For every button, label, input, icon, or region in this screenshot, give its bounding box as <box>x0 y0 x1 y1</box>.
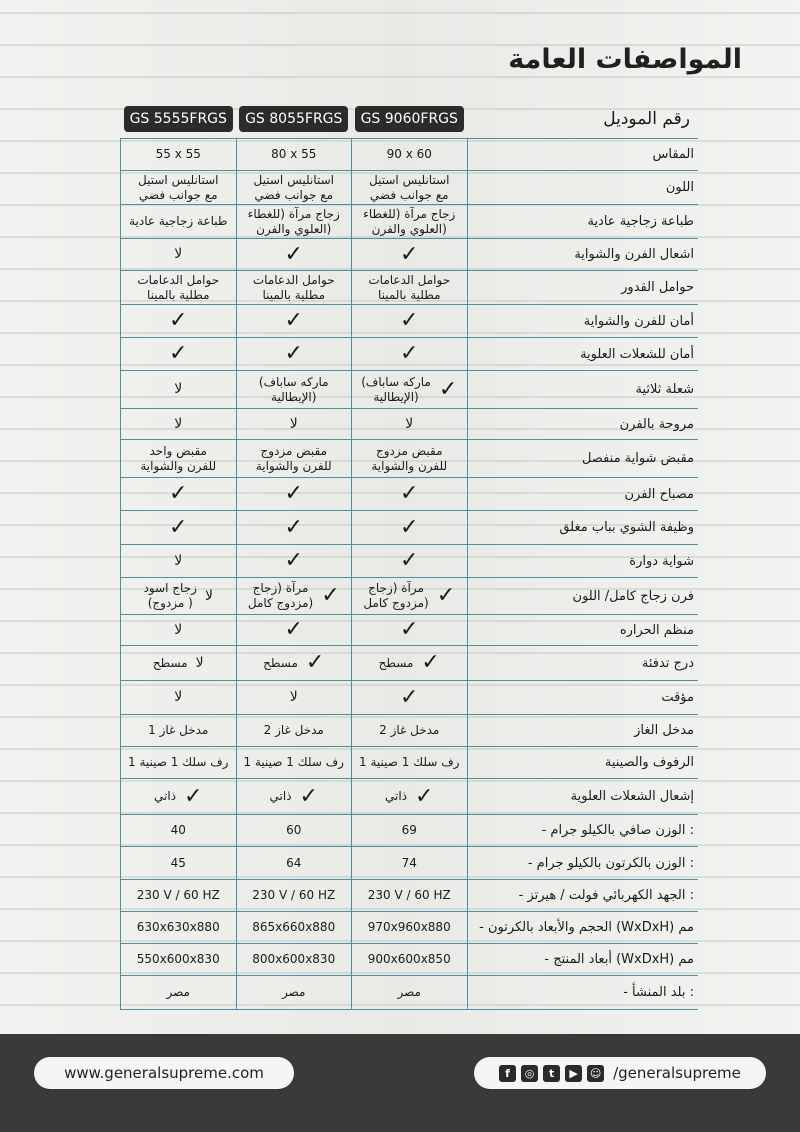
spec-label: مؤقت <box>467 681 698 715</box>
table-cell <box>236 338 352 371</box>
table-cell <box>236 305 352 338</box>
cell-text: طباعة زجاجية عادية <box>129 214 228 228</box>
table-cell <box>121 715 237 747</box>
table-row <box>121 171 699 205</box>
cell-text: مقبض واحد للفرن والشواية <box>140 443 217 473</box>
check-icon: ✓ <box>400 241 419 267</box>
table-cell <box>121 779 237 815</box>
table-cell <box>121 944 237 976</box>
cell-text: 900x600x850 <box>367 952 451 966</box>
table-cell <box>121 578 237 615</box>
youtube-icon[interactable]: ▶ <box>565 1065 582 1082</box>
check-icon: ✓ <box>284 548 303 573</box>
model-label: رقم الموديل <box>603 109 690 129</box>
check-icon: ✓ <box>400 684 419 710</box>
table-cell <box>236 578 352 615</box>
spec-label: منظم الحراره <box>467 615 698 646</box>
check-icon: ✓ <box>400 514 419 540</box>
table-row <box>121 478 699 511</box>
spec-label: المقاس <box>467 139 698 171</box>
snapchat-icon[interactable]: ☺ <box>587 1065 604 1082</box>
twitter-icon[interactable]: t <box>543 1065 560 1082</box>
table-row <box>121 578 699 615</box>
table-row <box>121 338 699 371</box>
table-cell <box>352 615 468 646</box>
table-row <box>121 747 699 779</box>
page-title: المواصفات العامة <box>508 44 742 75</box>
cell-text: استانليس استيل مع جوانب فضي <box>369 172 450 202</box>
table-cell <box>121 747 237 779</box>
cell-text: 69 <box>401 823 417 837</box>
check-icon: ✓ <box>284 341 303 366</box>
cell-text: 74 <box>401 855 417 870</box>
table-cell <box>121 139 237 171</box>
table-cell <box>352 976 468 1010</box>
table-row <box>121 305 699 338</box>
table-cell <box>236 205 352 239</box>
spec-label: مقبض شواية منفصل <box>467 440 698 478</box>
table-cell <box>352 646 468 681</box>
table-row <box>121 139 699 171</box>
table-row <box>121 545 699 578</box>
table-cell <box>121 205 237 239</box>
cell-no: لا <box>204 587 213 604</box>
spec-label: مروحة بالفرن <box>467 409 698 440</box>
table-cell <box>352 815 468 847</box>
table-cell <box>352 371 468 409</box>
check-icon: ✓ <box>299 783 318 809</box>
spec-label: اللون <box>467 171 698 205</box>
spec-label: شعلة ثلاثية <box>467 371 698 409</box>
cell-text: لا <box>174 552 183 569</box>
spec-label: مصباح الفرن <box>467 478 698 511</box>
social-handle: /generalsupreme <box>613 1064 741 1082</box>
check-icon: ✓ <box>284 514 303 540</box>
cell-text: مرآة (زجاج مزدوج كامل) <box>247 581 314 610</box>
cell-text: ذاتي <box>385 789 408 803</box>
table-cell <box>121 171 237 205</box>
cell-text: ذاتي <box>269 789 292 803</box>
table-cell <box>236 171 352 205</box>
table-cell <box>121 615 237 646</box>
cell-text: 630x630x880 <box>136 920 220 934</box>
cell-text: مقبض مزدوج للفرن والشواية <box>255 443 332 473</box>
cell-text: 1 مدخل غاز <box>148 723 209 737</box>
table-cell <box>352 681 468 715</box>
table-row <box>121 440 699 478</box>
table-cell <box>236 815 352 847</box>
facebook-icon[interactable]: f <box>499 1065 516 1082</box>
cell-no: لا <box>195 654 204 671</box>
table-cell <box>236 139 352 171</box>
cell-text: 1 رف سلك 1 صينية <box>128 755 229 769</box>
table-cell <box>236 615 352 646</box>
table-cell <box>236 976 352 1010</box>
table-row <box>121 511 699 545</box>
cell-text: لا <box>174 246 183 262</box>
cell-text: مصر <box>166 985 190 999</box>
spec-label: أمان للشعلات العلوية <box>467 338 698 371</box>
check-icon: ✓ <box>400 308 419 333</box>
website-link[interactable]: www.generalsupreme.com <box>34 1057 294 1089</box>
cell-text: مقبض مزدوج للفرن والشواية <box>371 443 448 473</box>
cell-text: 800x600x830 <box>252 952 336 966</box>
table-cell <box>352 305 468 338</box>
cell-text: زجاج اسود (مزدوج ) <box>143 581 197 610</box>
spec-label: طباعة زجاجية عادية <box>467 205 698 239</box>
cell-text: 230 V / 60 HZ <box>252 888 336 902</box>
table-cell <box>121 912 237 944</box>
table-cell <box>121 440 237 478</box>
table-cell <box>121 681 237 715</box>
spec-label: إشعال الشعلات العلوية <box>467 779 698 815</box>
check-icon: ✓ <box>400 481 419 506</box>
table-cell <box>352 239 468 271</box>
spec-label: - الحجم والأبعاد بالكرتون (WxDxH) مم <box>467 912 698 944</box>
table-row <box>121 271 699 305</box>
table-cell <box>236 747 352 779</box>
spec-label: فرن زجاج كامل/ اللون <box>467 578 698 615</box>
table-row <box>121 847 699 880</box>
cell-text: لا <box>289 689 298 705</box>
spec-label: مدخل الغاز <box>467 715 698 747</box>
table-cell <box>352 880 468 912</box>
table-cell <box>236 271 352 305</box>
spec-label: درج تدفئة <box>467 646 698 681</box>
cell-text: 60 <box>286 823 302 837</box>
cell-text: مسطح <box>152 655 188 670</box>
table-cell <box>121 239 237 271</box>
table-cell <box>236 545 352 578</box>
table-cell <box>236 912 352 944</box>
table-row <box>121 205 699 239</box>
table-cell <box>352 545 468 578</box>
table-cell <box>236 440 352 478</box>
table-cell <box>352 440 468 478</box>
table-cell <box>352 912 468 944</box>
table-cell <box>352 511 468 545</box>
table-row <box>121 409 699 440</box>
cell-text: 2 مدخل غاز <box>263 723 324 737</box>
table-cell <box>121 815 237 847</box>
table-cell <box>236 239 352 271</box>
cell-text: مصر <box>397 985 421 999</box>
footer <box>0 1034 800 1132</box>
table-cell <box>236 478 352 511</box>
table-cell <box>121 511 237 545</box>
table-row <box>121 615 699 646</box>
cell-text: لا <box>174 415 183 432</box>
spec-label: وظيفة الشوي بباب مغلق <box>467 511 698 545</box>
cell-text: 2 مدخل غاز <box>379 723 440 737</box>
cell-text: استانليس استيل مع جوانب فضي <box>253 172 334 202</box>
check-icon: ✓ <box>169 308 188 333</box>
spec-table <box>120 100 698 1010</box>
table-cell <box>352 779 468 815</box>
table-cell <box>352 409 468 440</box>
table-cell <box>236 715 352 747</box>
instagram-icon[interactable]: ◎ <box>521 1065 538 1082</box>
cell-text: مصر <box>282 985 306 999</box>
table-cell <box>121 371 237 409</box>
check-icon: ✓ <box>436 583 456 608</box>
table-cell <box>352 338 468 371</box>
check-icon: ✓ <box>169 481 188 506</box>
table-cell <box>352 847 468 880</box>
table-row <box>121 371 699 409</box>
table-cell <box>236 409 352 440</box>
spec-label: الرفوف والصينية <box>467 747 698 779</box>
cell-text: 64 <box>286 855 302 870</box>
check-icon: ✓ <box>169 341 188 366</box>
table-cell <box>121 976 237 1010</box>
table-cell <box>236 944 352 976</box>
table-cell <box>121 478 237 511</box>
table-cell <box>352 578 468 615</box>
cell-text: 230 V / 60 HZ <box>136 888 220 902</box>
spec-label: - الوزن بالكرتون بالكيلو جرام : <box>467 847 698 880</box>
spec-label: - الوزن صافي بالكيلو جرام : <box>467 815 698 847</box>
cell-text: مرآة (زجاج مزدوج كامل) <box>363 581 429 610</box>
cell-text: 40 <box>170 823 186 837</box>
table-cell <box>236 779 352 815</box>
table-cell <box>352 715 468 747</box>
cell-text: حوامل الدعامات مطلية بالمينا <box>368 272 451 302</box>
social-bar <box>474 1057 766 1089</box>
table-row <box>121 715 699 747</box>
spec-label: - الجهد الكهربائي فولت / هيرتز : <box>467 880 698 912</box>
check-icon: ✓ <box>284 308 303 333</box>
table-row <box>121 944 699 976</box>
cell-text: استانليس استيل مع جوانب فضي <box>138 172 219 202</box>
table-row <box>121 815 699 847</box>
table-row <box>121 779 699 815</box>
cell-text: مسطح <box>378 655 414 670</box>
table-row <box>121 976 699 1010</box>
cell-text: 230 V / 60 HZ <box>367 888 451 902</box>
cell-text: 865x660x880 <box>252 920 336 934</box>
spec-label: - أبعاد المنتج (WxDxH) مم <box>467 944 698 976</box>
table-cell <box>236 847 352 880</box>
cell-text: 45 <box>170 855 186 870</box>
table-row <box>121 880 699 912</box>
check-icon: ✓ <box>400 617 419 642</box>
table-cell <box>121 338 237 371</box>
cell-text: لا <box>174 621 183 638</box>
cell-text: 550x600x830 <box>136 952 220 966</box>
check-icon: ✓ <box>415 783 434 809</box>
check-icon: ✓ <box>438 376 458 402</box>
model-badge: GS 8055FRGS <box>239 106 348 132</box>
cell-text: (ماركه ساباف الإيطالية) <box>361 374 431 404</box>
cell-text: 90 x 60 <box>386 147 432 161</box>
table-cell <box>352 205 468 239</box>
cell-text: 970x960x880 <box>367 920 451 934</box>
spec-label: اشعال الفرن والشواية <box>467 239 698 271</box>
cell-text: حوامل الدعامات مطلية بالمينا <box>137 272 220 302</box>
spec-label: حوامل القدور <box>467 271 698 305</box>
model-badge: GS 5555FRGS <box>124 106 233 132</box>
table-cell <box>352 271 468 305</box>
check-icon: ✓ <box>305 650 325 675</box>
check-icon: ✓ <box>169 514 188 540</box>
table-cell <box>236 371 352 409</box>
model-row <box>121 100 699 139</box>
cell-text: زجاج مرآة (للغطاء العلوي والفرن) <box>247 206 340 236</box>
cell-text: زجاج مرآة (للغطاء العلوي والفرن) <box>363 206 456 236</box>
table-row <box>121 239 699 271</box>
table-cell <box>121 646 237 681</box>
cell-text: لا <box>174 381 183 397</box>
table-cell <box>236 646 352 681</box>
table-cell <box>352 944 468 976</box>
spec-label: شواية دوارة <box>467 545 698 578</box>
table-cell <box>121 305 237 338</box>
cell-text: لا <box>289 415 298 432</box>
table-row <box>121 681 699 715</box>
cell-text: 1 رف سلك 1 صينية <box>243 755 344 769</box>
table-cell <box>352 478 468 511</box>
check-icon: ✓ <box>421 650 440 675</box>
table-cell <box>236 511 352 545</box>
cell-text: 80 x 55 <box>271 147 317 161</box>
check-icon: ✓ <box>184 783 203 809</box>
table-cell <box>352 139 468 171</box>
table-cell <box>121 880 237 912</box>
table-cell <box>121 409 237 440</box>
cell-text: 1 رف سلك 1 صينية <box>359 755 460 769</box>
table-cell <box>121 545 237 578</box>
model-badge: GS 9060FRGS <box>355 106 464 132</box>
cell-text: لا <box>174 689 183 705</box>
table-cell <box>121 847 237 880</box>
spec-label: أمان للفرن والشواية <box>467 305 698 338</box>
check-icon: ✓ <box>400 341 419 366</box>
table-row <box>121 646 699 681</box>
spec-label: - بلد المنشأ : <box>467 976 698 1010</box>
cell-text: (ماركه ساباف الإيطالية) <box>258 374 329 404</box>
table-cell <box>352 747 468 779</box>
cell-text: مسطح <box>263 655 298 670</box>
cell-text: 55 x 55 <box>155 147 201 161</box>
cell-text: لا <box>405 415 414 432</box>
cell-text: حوامل الدعامات مطلية بالمينا <box>252 272 335 302</box>
check-icon: ✓ <box>321 583 340 608</box>
table-cell <box>352 171 468 205</box>
table-cell <box>236 681 352 715</box>
check-icon: ✓ <box>284 481 303 506</box>
cell-text: ذاتي <box>154 789 177 803</box>
check-icon: ✓ <box>400 548 419 573</box>
check-icon: ✓ <box>284 617 303 642</box>
table-row <box>121 912 699 944</box>
table-cell <box>236 880 352 912</box>
check-icon: ✓ <box>284 241 303 267</box>
table-cell <box>121 271 237 305</box>
